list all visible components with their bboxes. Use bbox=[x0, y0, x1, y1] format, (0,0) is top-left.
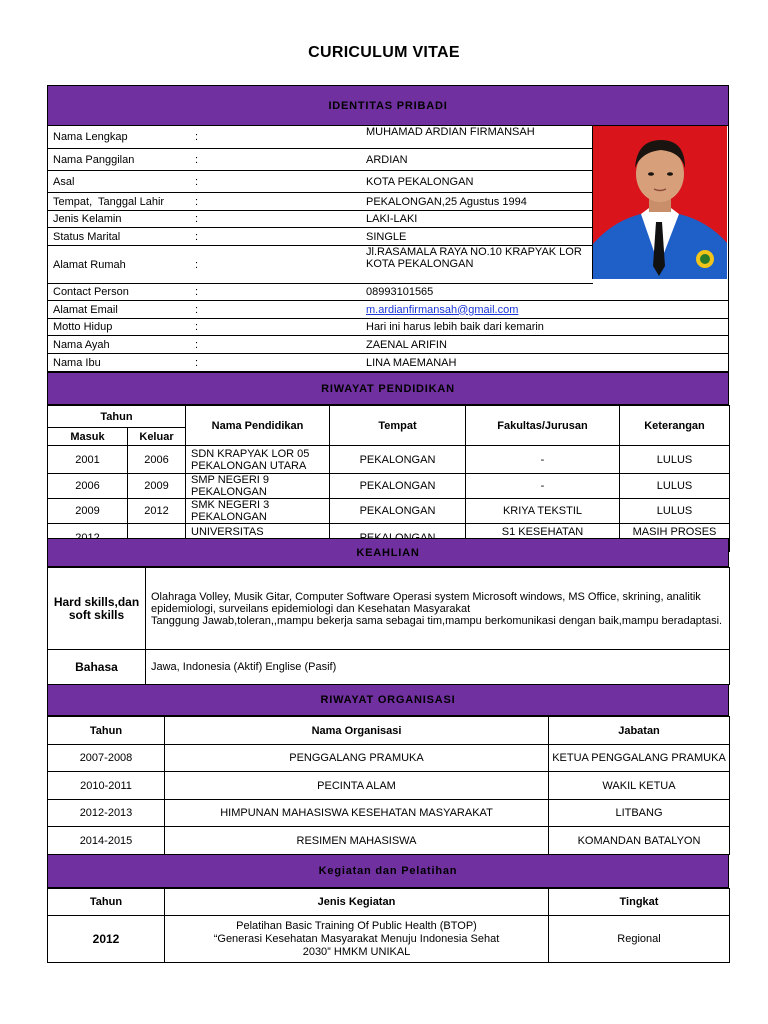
identity-colon: : bbox=[195, 321, 199, 333]
identity-row bbox=[48, 284, 728, 301]
email-link[interactable] bbox=[366, 301, 518, 318]
identity-row bbox=[48, 336, 728, 354]
header-jenis-kegiatan: Jenis Kegiatan bbox=[165, 889, 549, 916]
skills-table bbox=[47, 567, 730, 685]
cell-tahun: 2014-2015 bbox=[48, 827, 165, 855]
section-riwayat-pendidikan: RIWAYAT PENDIDIKAN bbox=[47, 372, 729, 405]
identity-value-text[interactable]: m.ardianfirmansah@gmail.com bbox=[366, 303, 519, 316]
header-nama-organisasi: Nama Organisasi bbox=[165, 717, 549, 745]
training-line-2: “Generasi Kesehatan Masyarakat Menuju Indonesia Sehat bbox=[213, 932, 500, 945]
cell-keterangan: LULUS bbox=[620, 499, 730, 524]
training-line-3: 2030” HMKM UNIKAL bbox=[302, 945, 411, 958]
identity-label: Contact Person bbox=[53, 286, 129, 298]
identity-value bbox=[366, 228, 406, 245]
header-tahun: Tahun bbox=[48, 717, 165, 745]
identity-value-text: KOTA PEKALONGAN bbox=[366, 175, 474, 188]
identity-row bbox=[48, 228, 593, 246]
cell-masuk: 2001 bbox=[48, 446, 128, 474]
identity-colon: : bbox=[195, 258, 199, 271]
cell-tahun: 2010-2011 bbox=[48, 772, 165, 800]
profile-photo bbox=[592, 126, 727, 279]
identity-colon: : bbox=[195, 230, 199, 243]
identity-value bbox=[366, 149, 408, 170]
identity-value bbox=[366, 171, 473, 192]
header-keluar: Keluar bbox=[128, 428, 186, 446]
table-row bbox=[48, 772, 730, 800]
table-row bbox=[48, 474, 730, 499]
identity-row bbox=[48, 193, 593, 211]
identity-value-text: PEKALONGAN,25 Agustus 1994 bbox=[366, 195, 527, 208]
bahasa-value: Jawa, Indonesia (Aktif) Englise (Pasif) bbox=[146, 650, 730, 685]
identity-value-text: ARDIAN bbox=[366, 153, 408, 166]
identity-colon: : bbox=[195, 213, 199, 225]
cell-nama: RESIMEN MAHASISWA bbox=[165, 827, 549, 855]
cell-jabatan: KETUA PENGGALANG PRAMUKA bbox=[549, 745, 730, 772]
section-kegiatan-pelatihan: Kegiatan dan Pelatihan bbox=[47, 854, 729, 888]
soft-skills-text: Tanggung Jawab,toleran,,mampu bekerja sama sebagai tim,mampu berkomunikasi dengan baik,mampu beradaptasi. bbox=[151, 614, 723, 627]
table-row bbox=[48, 800, 730, 827]
page-title: CURICULUM VITAE bbox=[308, 44, 460, 61]
identity-row bbox=[48, 126, 593, 149]
cell-nama: SDN KRAPYAK LOR 05 PEKALONGAN UTARA bbox=[186, 446, 330, 474]
table-row bbox=[48, 827, 730, 855]
cell-keterangan: MASIH PROSES bbox=[620, 524, 730, 552]
training-line-1: Pelatihan Basic Training Of Public Health (BTOP) bbox=[236, 919, 477, 932]
identity-colon: : bbox=[195, 195, 199, 208]
identity-value-text: LAKI-LAKI bbox=[366, 213, 418, 225]
training-table bbox=[47, 888, 730, 963]
cell-nama: PENGGALANG PRAMUKA bbox=[165, 745, 549, 772]
hard-skills-text: Olahraga Volley, Musik Gitar, Computer Software Operasi system Microsoft windows, MS Office, skrining, analitik epidemiologi, surveilans epidemiologi dan Kesehatan Masyarakat bbox=[151, 590, 701, 615]
identity-row bbox=[48, 171, 593, 193]
identity-label: Alamat Email bbox=[53, 303, 118, 316]
identity-value-text: 08993101565 bbox=[366, 286, 434, 298]
cell-tempat: PEKALONGAN bbox=[330, 499, 466, 524]
identity-colon: : bbox=[195, 131, 199, 143]
identity-label: Nama Ayah bbox=[53, 338, 110, 351]
cell-nama: SMP NEGERI 9 PEKALONGAN bbox=[186, 474, 330, 499]
identity-colon: : bbox=[195, 286, 199, 298]
identity-row bbox=[48, 149, 593, 171]
identity-colon: : bbox=[195, 338, 199, 351]
identity-label: Jenis Kelamin bbox=[53, 213, 122, 225]
identity-value bbox=[366, 354, 456, 372]
identity-value-text-line2: KOTA PEKALONGAN bbox=[366, 258, 474, 270]
header-masuk: Masuk bbox=[48, 428, 128, 446]
section-identitas-pribadi: IDENTITAS PRIBADI bbox=[47, 85, 729, 126]
identity-value-text: Hari ini harus lebih baik dari kemarin bbox=[366, 321, 544, 333]
cell-nama: SMK NEGERI 3 PEKALONGAN bbox=[186, 499, 330, 524]
section-riwayat-organisasi: RIWAYAT ORGANISASI bbox=[47, 684, 729, 716]
cell-fakultas: - bbox=[466, 474, 620, 499]
cell-fakultas: S1 KESEHATAN bbox=[466, 524, 620, 552]
identity-row bbox=[48, 319, 728, 336]
cell-keluar: 2012 bbox=[128, 499, 186, 524]
cell-masuk: 2006 bbox=[48, 474, 128, 499]
identity-value bbox=[366, 246, 582, 283]
identity-label: Nama Lengkap bbox=[53, 131, 128, 143]
identity-label: Nama Ibu bbox=[53, 357, 101, 369]
header-tahun: Tahun bbox=[48, 406, 186, 428]
cell-fakultas: KRIYA TEKSTIL bbox=[466, 499, 620, 524]
cell-fakultas: - bbox=[466, 446, 620, 474]
header-keterangan: Keterangan bbox=[620, 406, 730, 446]
identity-value bbox=[366, 336, 447, 353]
cell-keluar: 2009 bbox=[128, 474, 186, 499]
identity-value-text: ZAENAL ARIFIN bbox=[366, 338, 447, 351]
identity-value-text: SINGLE bbox=[366, 230, 407, 243]
identity-value-text: MUHAMAD ARDIAN FIRMANSAH bbox=[366, 126, 535, 138]
cell-tahun: 2007-2008 bbox=[48, 745, 165, 772]
identity-value bbox=[366, 319, 544, 335]
education-table bbox=[47, 405, 730, 552]
identity-value bbox=[366, 126, 535, 148]
identity-row bbox=[48, 246, 593, 284]
bahasa-label: Bahasa bbox=[48, 650, 146, 685]
header-tahun: Tahun bbox=[48, 889, 165, 916]
identity-row bbox=[48, 211, 593, 228]
table-row bbox=[48, 499, 730, 524]
table-row bbox=[48, 446, 730, 474]
cell-masuk: 2009 bbox=[48, 499, 128, 524]
section-keahlian: KEAHLIAN bbox=[47, 538, 729, 567]
hard-skills-label: Hard skills,dan soft skills bbox=[48, 568, 146, 650]
cell-keterangan: LULUS bbox=[620, 446, 730, 474]
cell-jabatan: WAKIL KETUA bbox=[549, 772, 730, 800]
identity-value bbox=[366, 211, 417, 227]
identity-label: Motto Hidup bbox=[53, 321, 113, 333]
header-tempat: Tempat bbox=[330, 406, 466, 446]
identity-label: Nama Panggilan bbox=[53, 153, 135, 166]
header-fakultas: Fakultas/Jurusan bbox=[466, 406, 620, 446]
identity-label: Alamat Rumah bbox=[53, 258, 126, 271]
header-nama-pendidikan: Nama Pendidikan bbox=[186, 406, 330, 446]
identity-colon: : bbox=[195, 175, 199, 188]
cell-keterangan: LULUS bbox=[620, 474, 730, 499]
cell-nama: PECINTA ALAM bbox=[165, 772, 549, 800]
identity-row bbox=[48, 354, 728, 372]
table-row bbox=[48, 745, 730, 772]
identity-value-text: LINA MAEMANAH bbox=[366, 357, 457, 369]
identity-label: Tempat, Tanggal Lahir bbox=[53, 195, 165, 208]
cell-keluar: 2006 bbox=[128, 446, 186, 474]
identity-value-text: Jl.RASAMALA RAYA NO.10 KRAPYAK LOR bbox=[366, 246, 582, 258]
cell-nama: HIMPUNAN MAHASISWA KESEHATAN MASYARAKAT bbox=[165, 800, 549, 827]
cell-tahun: 2012-2013 bbox=[48, 800, 165, 827]
identity-colon: : bbox=[195, 303, 199, 316]
cell-tahun: 2012 bbox=[48, 916, 165, 963]
identity-label: Status Marital bbox=[53, 230, 121, 243]
table-row bbox=[48, 916, 730, 963]
identity-colon: : bbox=[195, 357, 199, 369]
identity-value bbox=[366, 193, 527, 210]
organization-table bbox=[47, 716, 730, 855]
header-tingkat: Tingkat bbox=[549, 889, 730, 916]
cell-jabatan: LITBANG bbox=[549, 800, 730, 827]
cell-tempat: PEKALONGAN bbox=[330, 474, 466, 499]
header-jabatan: Jabatan bbox=[549, 717, 730, 745]
cell-nama: UNIVERSITAS bbox=[186, 524, 330, 552]
cell-jabatan: KOMANDAN BATALYON bbox=[549, 827, 730, 855]
identity-value bbox=[366, 284, 433, 300]
identity-colon: : bbox=[195, 153, 199, 166]
cell-tingkat: Regional bbox=[549, 916, 730, 963]
identity-row bbox=[48, 301, 728, 319]
identity-label: Asal bbox=[53, 175, 75, 188]
cell-tempat: PEKALONGAN bbox=[330, 446, 466, 474]
